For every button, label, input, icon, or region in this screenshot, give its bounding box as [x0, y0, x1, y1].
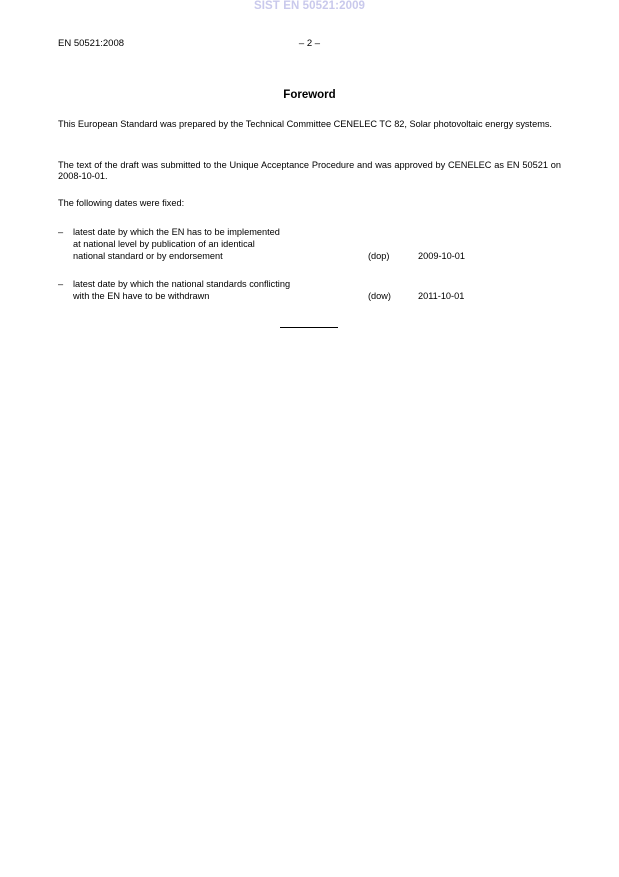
date-item-dow	[58, 278, 561, 306]
date-abbreviation: (dop)	[368, 251, 390, 261]
list-dash: –	[58, 279, 64, 289]
watermark: SIST EN 50521:2009	[253, 0, 366, 12]
list-dash: –	[58, 227, 64, 237]
date-abbreviation: (dow)	[368, 291, 391, 301]
date-item-description	[73, 278, 353, 302]
description-line: latest date by which the EN has to be implemented	[73, 227, 280, 237]
date-item-description	[73, 226, 353, 262]
document-id: EN 50521:2008	[58, 38, 125, 49]
date-value: 2011-10-01	[418, 291, 465, 301]
date-value: 2009-10-01	[418, 251, 465, 261]
paragraph-dates-intro: The following dates were fixed:	[58, 198, 185, 208]
paragraph-approval: The text of the draft was submitted to the Unique Acceptance Procedure and was approved by CENELEC as EN 50521 on 2008-10-01.	[58, 160, 561, 181]
description-line: latest date by which the national standards conflicting	[73, 279, 291, 289]
description-line: national standard or by endorsement	[73, 251, 223, 261]
date-item-dop	[58, 226, 561, 266]
paragraph-prepared-by: This European Standard was prepared by the Technical Committee CENELEC TC 82, Solar photovoltaic energy systems.	[58, 119, 552, 129]
page-number: – 2 –	[298, 38, 321, 49]
description-line: with the EN have to be withdrawn	[73, 291, 210, 301]
description-line: at national level by publication of an identical	[73, 239, 255, 249]
end-rule-divider	[280, 327, 338, 328]
section-title: Foreword	[283, 89, 336, 101]
